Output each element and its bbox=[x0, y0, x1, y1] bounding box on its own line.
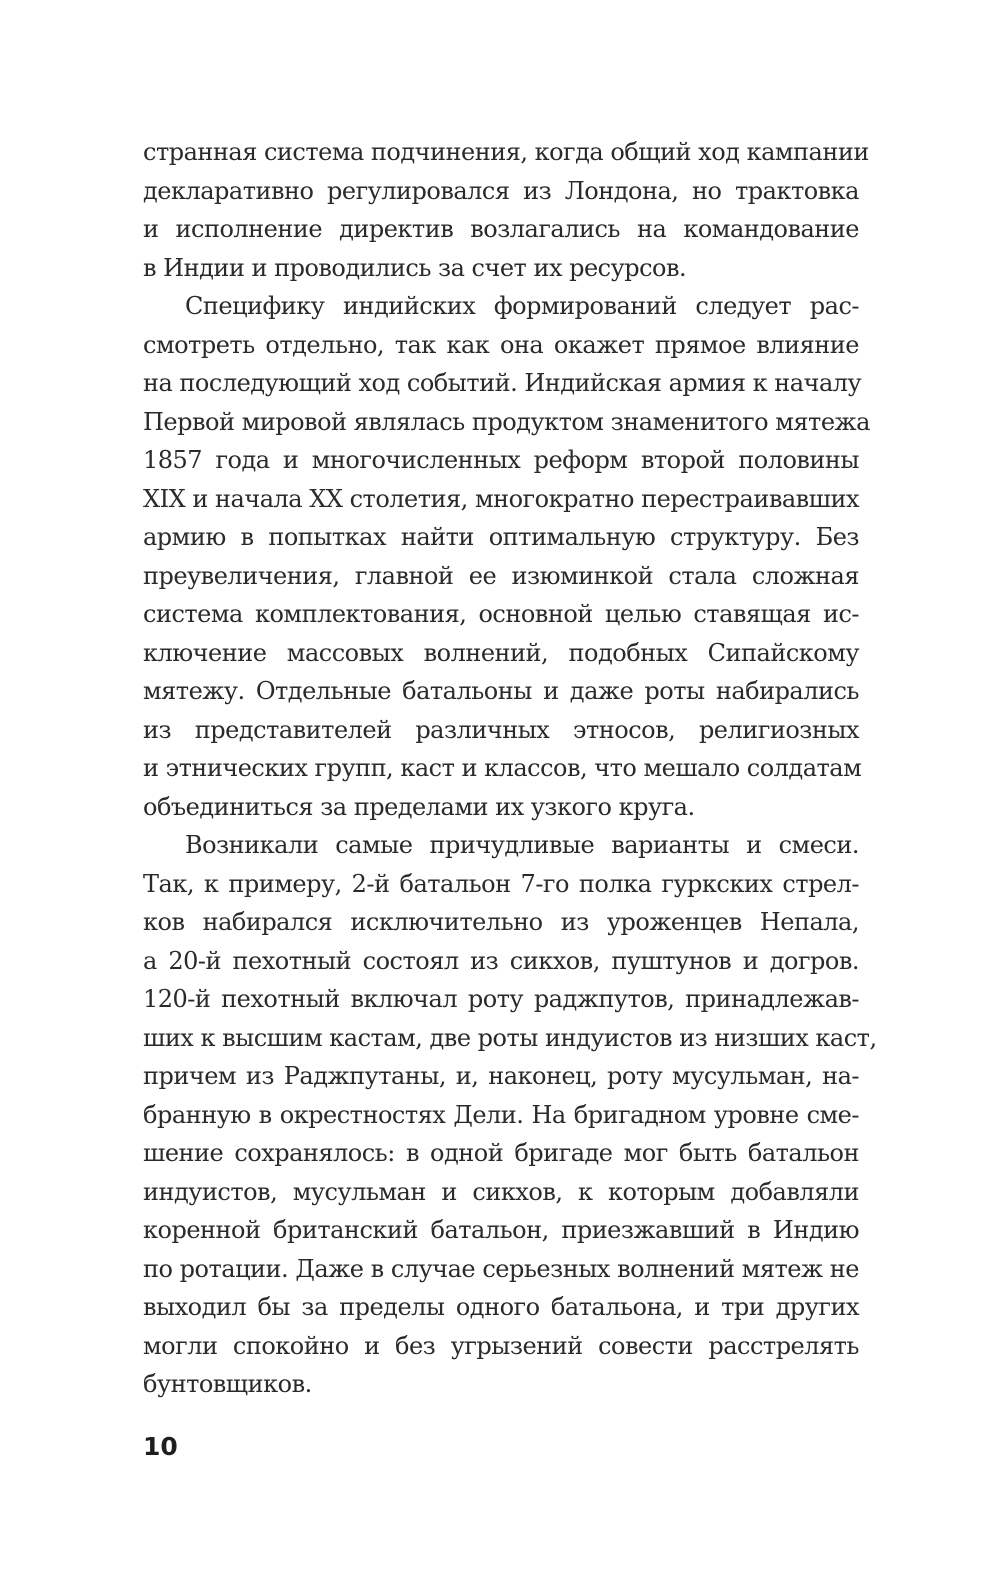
text-line: причем из Раджпутаны, и, наконец, роту мусульман, на- bbox=[143, 1062, 859, 1090]
text-line: армию в попытках найти оптимальную структуру. Без bbox=[143, 523, 859, 551]
text-line: коренной британский батальон, приезжавший в Индию bbox=[143, 1216, 859, 1244]
text-line: в Индии и проводились за счет их ресурсов. bbox=[143, 253, 687, 282]
text-line: шение сохранялось: в одной бригаде мог быть батальон bbox=[143, 1139, 859, 1167]
text-line: ключение массовых волнений, подобных Сипайскому bbox=[143, 638, 859, 667]
text-line: объединиться за пределами их узкого круга. bbox=[143, 792, 695, 821]
text-line: бунтовщиков. bbox=[143, 1370, 312, 1398]
body-text bbox=[143, 133, 877, 1404]
text-line: выходил бы за пределы одного батальона, и три других bbox=[143, 1293, 859, 1321]
text-line: смотреть отдельно, так как она окажет прямое влияние bbox=[143, 330, 859, 359]
text-line: преувеличения, главной ее изюминкой стала сложная bbox=[143, 561, 859, 590]
text-line: Возникали самые причудливые варианты и смеси. bbox=[185, 831, 859, 859]
page-number: 10 bbox=[143, 1432, 178, 1461]
paragraph bbox=[143, 133, 869, 287]
text-line: Так, к примеру, 2-й батальон 7-го полка гуркских стрел- bbox=[143, 869, 859, 898]
text-line: а 20-й пехотный состоял из сикхов, пуштунов и догров. bbox=[143, 946, 859, 975]
text-line: и этнических групп, каст и классов, что мешало солдатам bbox=[143, 754, 862, 782]
text-line: Первой мировой являлась продуктом знаменитого мятежа bbox=[143, 407, 870, 436]
paragraph bbox=[143, 287, 870, 826]
text-line: могли спокойно и без угрызений совести расстрелять bbox=[143, 1331, 859, 1360]
text-line: бранную в окрестностях Дели. На бригадном уровне сме- bbox=[143, 1100, 859, 1129]
text-line: XIX и начала XX столетия, многократно перестраивавших bbox=[143, 484, 859, 513]
text-line: мятежу. Отдельные батальоны и даже роты набирались bbox=[143, 677, 859, 705]
text-line: декларативно регулировался из Лондона, но трактовка bbox=[143, 176, 859, 205]
text-line: 120-й пехотный включал роту раджпутов, принадлежав- bbox=[143, 985, 859, 1013]
paragraph bbox=[143, 826, 877, 1404]
text-line: индуистов, мусульман и сикхов, к которым добавляли bbox=[143, 1177, 859, 1206]
text-line: странная система подчинения, когда общий ход кампании bbox=[143, 138, 869, 166]
text-line: и исполнение директив возлагались на командование bbox=[143, 215, 859, 243]
text-line: на последующий ход событий. Индийская армия к началу bbox=[143, 369, 862, 397]
text-line: система комплектования, основной целью ставящая ис- bbox=[143, 600, 859, 628]
text-line: Специфику индийских формирований следует рас- bbox=[185, 292, 859, 320]
text-line: по ротации. Даже в случае серьезных волнений мятеж не bbox=[143, 1254, 859, 1283]
text-line: 1857 года и многочисленных реформ второй половины bbox=[143, 446, 859, 474]
text-line: ших к высшим кастам, две роты индуистов из низших каст, bbox=[143, 1023, 877, 1052]
text-line: ков набирался исключительно из уроженцев Непала, bbox=[143, 908, 859, 936]
text-line: из представителей различных этносов, религиозных bbox=[143, 715, 859, 744]
